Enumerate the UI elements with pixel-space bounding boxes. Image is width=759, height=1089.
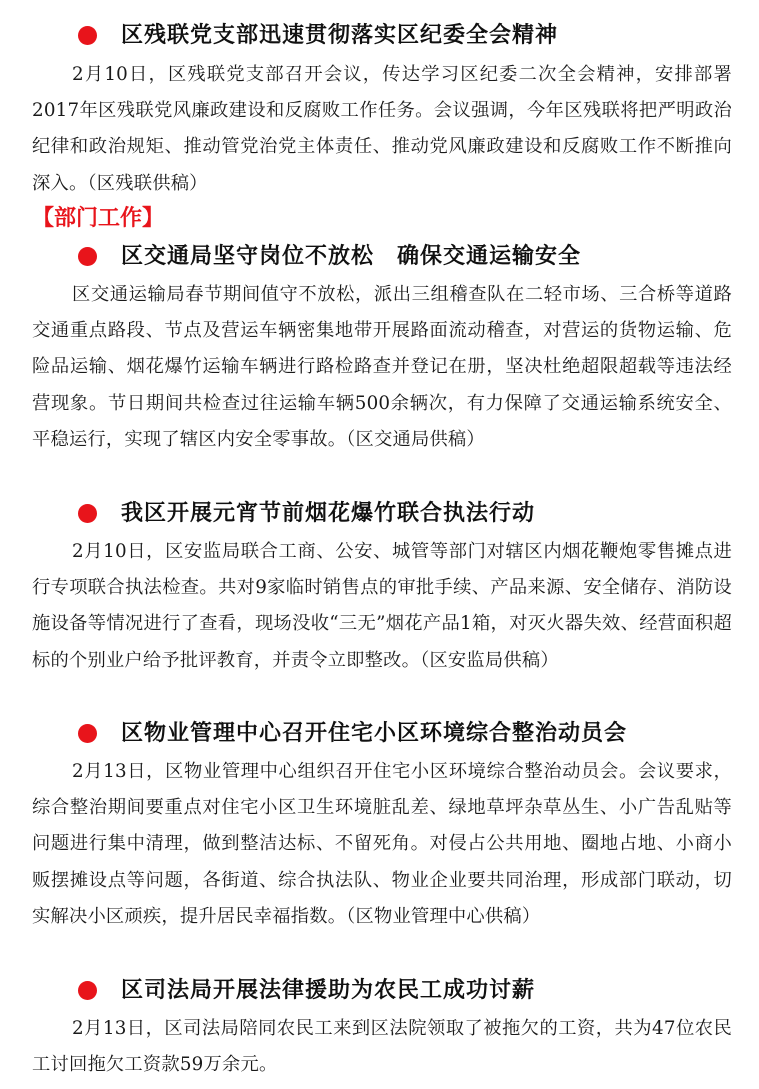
news-item-heading <box>0 17 759 57</box>
news-item-heading <box>0 715 759 755</box>
red-bullet-icon <box>78 504 97 523</box>
news-item-title: 区残联党支部迅速贯彻落实区纪委全会精神 <box>121 23 559 48</box>
red-bullet-icon <box>78 247 97 266</box>
news-item-body: 区交通运输局春节期间值守不放松，派出三组稽查队在二轻市场、三合桥等道路交通重点路段、节点及营运车辆密集地带开展路面流动稽查，对营运的货物运输、危险品运输、烟花爆竹运输车辆进行路检路查并登记在册，坚决杜绝超限超载等违法经营现象。节日期间共检查过往运输车辆500余辆次，有力保障了交通运输系统安全、平稳运行，实现了辖区内安全零事故。（区交通局供稿） <box>32 284 732 450</box>
news-item-title: 区交通局坚守岗位不放松 确保交通运输安全 <box>121 244 582 269</box>
news-item-body: 2月10日，区安监局联合工商、公安、城管等部门对辖区内烟花鞭炮零售摊点进行专项联合执法检查。共对9家临时销售点的审批手续、产品来源、安全储存、消防设施设备等情况进行了查看，现场没收“三无”烟花产品1箱，对灭火器失效、经营面积超标的个别业户给予批评教育，并责令立即整改。（区安监局供稿） <box>32 541 732 671</box>
news-item-heading <box>0 972 759 1012</box>
red-bullet-icon <box>78 724 97 743</box>
red-bullet-icon <box>78 26 97 45</box>
news-item-body: 2月13日，区司法局陪同农民工来到区法院领取了被拖欠的工资，共为47位农民工讨回拖欠工资款59万余元。 <box>32 1018 732 1076</box>
news-item-body: 2月13日，区物业管理中心组织召开住宅小区环境综合整治动员会。会议要求，综合整治期间要重点对住宅小区卫生环境脏乱差、绿地草坪杂草丛生、小广告乱贴等问题进行集中清理，做到整洁达标、不留死角。对侵占公共用地、圈地占地、小商小贩摆摊设点等问题，各街道、综合执法队、物业企业要共同治理，形成部门联动，切实解决小区顽疾，提升居民幸福指数。（区物业管理中心供稿） <box>32 761 732 927</box>
section-label: 【部门工作】 <box>32 206 165 231</box>
red-bullet-icon <box>78 981 97 1000</box>
news-item-body: 2月10日，区残联党支部召开会议，传达学习区纪委二次全会精神，安排部署2017年区残联党风廉政建设和反腐败工作任务。会议强调，今年区残联将把严明政治纪律和政治规矩、推动管党治党主体责任、推动党风廉政建设和反腐败工作不断推向深入。（区残联供稿） <box>32 64 732 194</box>
news-item-heading <box>0 238 759 278</box>
news-item-title: 区物业管理中心召开住宅小区环境综合整治动员会 <box>121 721 628 746</box>
news-item-title: 我区开展元宵节前烟花爆竹联合执法行动 <box>121 501 536 526</box>
news-item-heading <box>0 495 759 535</box>
news-item-title: 区司法局开展法律援助为农民工成功讨薪 <box>121 978 536 1003</box>
